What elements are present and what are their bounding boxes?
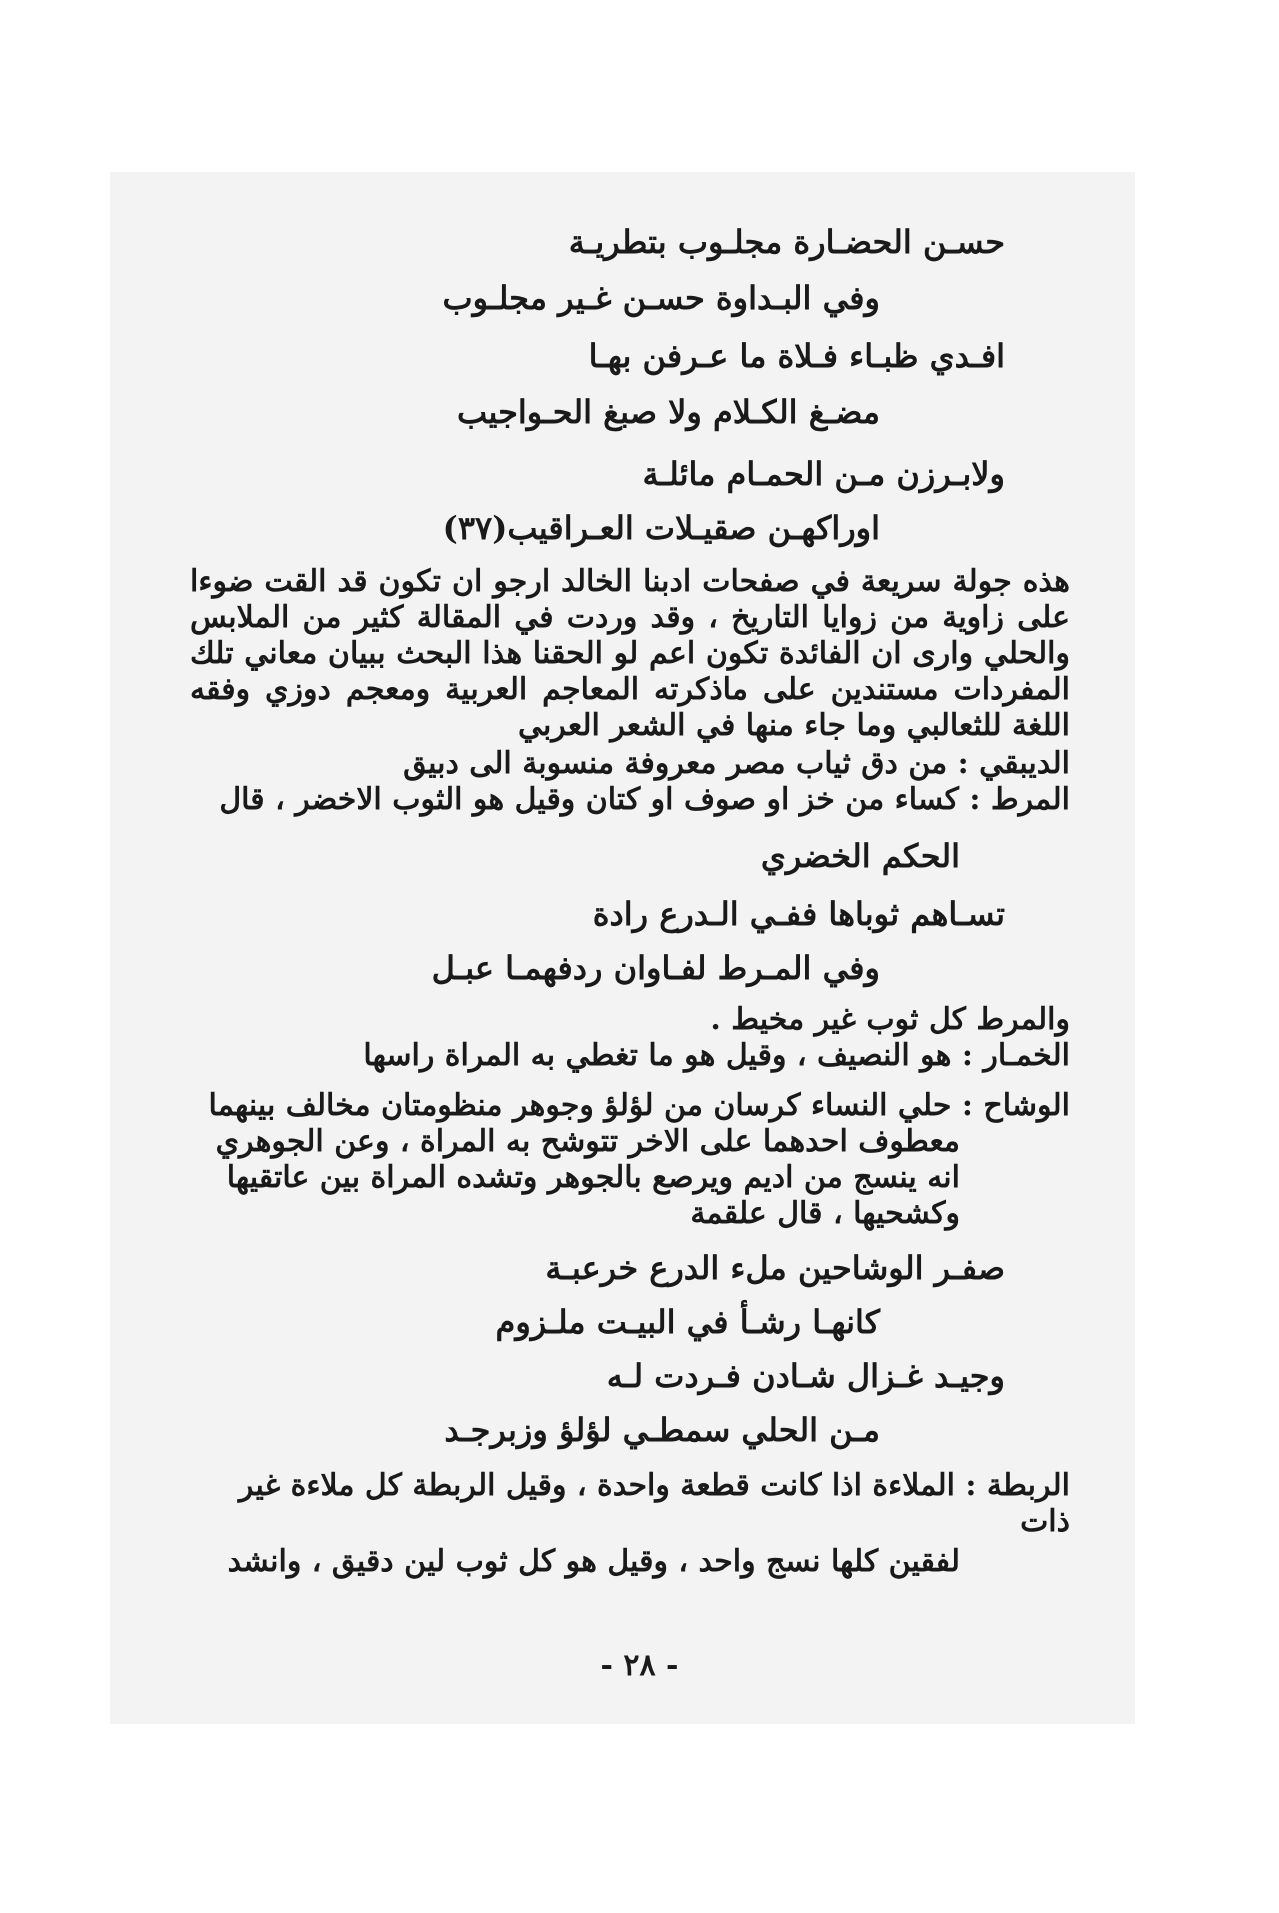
verse-line: اوراكهـن صقيـلات العـراقيب(٣٧)	[442, 509, 880, 547]
verse-line: حسـن الحضـارة مجلـوب بتطريـة	[568, 223, 1005, 261]
verse-line: صفـر الوشاحين ملء الدرع خرعبـة	[545, 1249, 1005, 1287]
glossary-entry-rabta: الربطة : الملاءة اذا كانت قطعة واحدة ، وقيل الربطة كل ملاءة غير ذات	[238, 1468, 1070, 1539]
verse-line: كانهـا رشـأ في البيـت ملـزوم	[495, 1303, 880, 1341]
intro-paragraph: هذه جولة سريعة في صفحات ادبنا الخالد ارجو ان تكون قد القت ضوءا على زاوية من زوايا التاريخ ، وقد وردت في المقالة كثير من الملابس والحلي وارى ان الفائدة تكون اعم لو الحقنا هذا البحث ببيان معاني تلك المفردات مستندين على ماذكرته المعاجم العربية ومعجم دوزي وفقه اللغة للثعالبي وما جاء منها في الشعر العربي	[190, 564, 1070, 743]
verse-line: تسـاهم ثوباها ففـي الـدرع رادة	[592, 895, 1005, 933]
verse-line: مضـغ الكـلام ولا صبغ الحـواجيب	[457, 393, 880, 431]
glossary-entry-khimar: الخمـار : هو النصيف ، وقيل هو ما تغطي به المراة راسها	[363, 1038, 1070, 1073]
verse-line: مـن الحلي سمطـي لؤلؤ وزبرجـد	[444, 1411, 880, 1449]
glossary-entry-wishah-cont: انه ينسج من اديم ويرصع بالجوهر وتشده المراة بين عاتقيها	[226, 1160, 960, 1195]
verse-line: وفي البـداوة حسـن غـير مجلـوب	[442, 279, 880, 317]
glossary-entry-dabiqi: الديبقي : من دق ثياب مصر معروفة منسوبة الى دبيق	[403, 746, 1070, 781]
glossary-entry-wishah-cont: معطوف احدهما على الاخر تتوشح به المراة ، وعن الجوهري	[215, 1124, 960, 1159]
glossary-entry-wishah-cont: وكشحيها ، قال علقمة	[690, 1196, 960, 1231]
verse-line: افـدي ظبـاء فـلاة ما عـرفن بهـا	[588, 337, 1005, 375]
poet-name: الحكم الخضري	[760, 837, 960, 875]
verse-line: وفي المـرط لفـاوان ردفهمـا عبـل	[431, 949, 880, 987]
verse-line: وجيـد غـزال شـادن فـردت لـه	[606, 1357, 1005, 1395]
mirt-note: والمرط كل ثوب غير مخيط .	[710, 1002, 1070, 1037]
glossary-entry-wishah: الوشاح : حلي النساء كرسان من لؤلؤ وجوهر منظومتان مخالف بينهما	[208, 1088, 1070, 1123]
page-number: - ٢٨ -	[600, 1648, 679, 1683]
glossary-entry-rabta-cont: لفقين كلها نسج واحد ، وقيل هو كل ثوب لين دقيق ، وانشد	[227, 1544, 960, 1579]
glossary-entry-mirt: المرط : كساء من خز او صوف او كتان وقيل هو الثوب الاخضر ، قال	[219, 782, 1070, 817]
document-page	[190, 208, 1070, 1580]
verse-line: ولابـرزن مـن الحمـام مائلـة	[642, 455, 1005, 493]
